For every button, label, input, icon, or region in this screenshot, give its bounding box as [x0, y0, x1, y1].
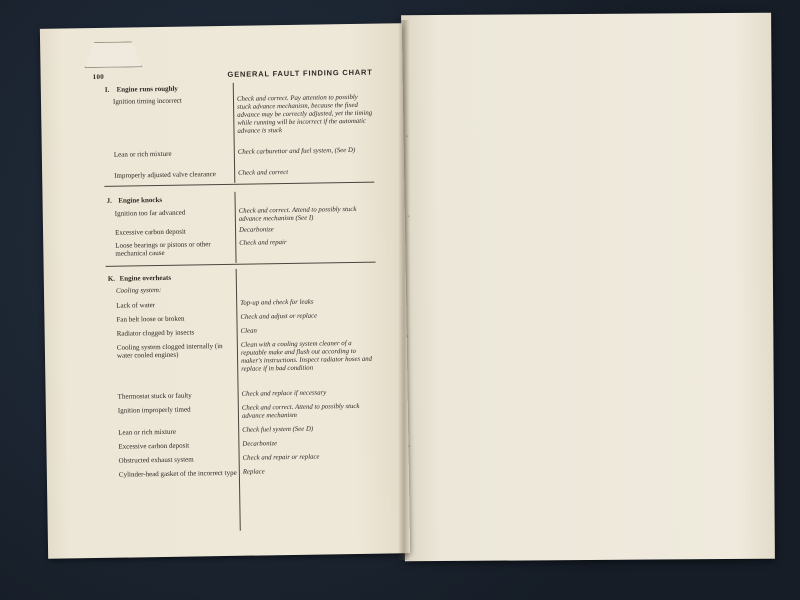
fault-cause: Loose bearings or pistons or other mechanical cause [115, 240, 211, 259]
fault-remedy: Clean with a cooling system cleaner of a reputable make and flush out according to maker's instructions. Inspect radiator hoses and replace if in bad condition [240, 340, 373, 373]
left-page [40, 23, 410, 559]
fault-cause: Thermostat stuck or faulty [117, 391, 192, 401]
fault-remedy: Clean [240, 327, 257, 335]
book-gutter [398, 20, 410, 560]
section-separator [106, 262, 376, 267]
section-title: Engine overheats [119, 273, 172, 283]
section-letter: K. [107, 274, 116, 283]
section-letter: I. [104, 85, 110, 94]
section-letter: J. [106, 196, 112, 205]
fault-remedy: Check fuel system (See D) [242, 425, 314, 434]
section-heading-j [107, 196, 163, 205]
fault-cause: Excessive carbon deposit [115, 227, 186, 237]
fault-remedy: Replace [242, 468, 265, 476]
fault-remedy: Decarbonize [238, 226, 274, 234]
section-separator [104, 182, 374, 187]
fault-cause: Ignition timing incorrect [112, 96, 182, 106]
fault-cause: Lean or rich mixture [113, 149, 172, 159]
fault-cause: Fan belt loose or broken [116, 314, 185, 324]
page-number: 100 [92, 72, 105, 82]
section-title: Engine knocks [118, 195, 163, 205]
column-divider [234, 192, 236, 263]
fault-remedy: Check and replace if necessary [241, 389, 327, 398]
column-divider [236, 269, 241, 531]
fault-cause: Ignition too far advanced [114, 208, 186, 218]
fault-remedy: Decarbonize [242, 440, 278, 448]
section-subheading: Cooling system: [115, 286, 162, 295]
right-page-blank [401, 13, 775, 562]
fault-remedy: Check and correct. Pay attention to possibly stuck advance mechanism, because the fixed advance may be correctly adjusted, yet the timing while running will be incorrect if the automatic advance is stuck [236, 93, 373, 135]
fault-remedy: Check and repair [239, 239, 287, 247]
column-divider [233, 83, 236, 183]
fault-cause: Radiator clogged by insects [116, 328, 195, 338]
fault-remedy: Check and repair or replace [242, 453, 320, 462]
page-title: GENERAL FAULT FINDING CHART [227, 67, 373, 79]
fault-cause: Lack of water [116, 301, 156, 310]
fault-remedy: Check carburettor and fuel system, (See D) [237, 146, 356, 156]
section-heading-i [105, 85, 178, 94]
fault-chart [40, 23, 410, 559]
fault-remedy: Check and correct. Attend to possibly stuck advance mechanism (See I) [238, 205, 357, 223]
fault-cause: Obstructed exhaust system [118, 455, 194, 465]
fault-remedy: Check and adjust or replace [240, 312, 318, 321]
fault-cause: Improperly adjusted valve clearance [114, 170, 216, 180]
fault-cause: Cooling system clogged internally (in water cooled engines) [116, 342, 223, 361]
fault-remedy: Top-up and check for leaks [240, 298, 314, 307]
fault-cause: Excessive carbon deposit [118, 441, 190, 451]
fault-remedy: Check and correct [238, 168, 289, 177]
fault-cause: Ignition improperly timed [117, 405, 191, 415]
fault-cause: Cylinder-head gasket of the incorrect type [118, 468, 237, 479]
fault-cause: Lean or rich mixture [118, 427, 177, 437]
section-heading-k [108, 274, 171, 283]
section-title: Engine runs roughly [116, 84, 178, 94]
fault-remedy: Check and correct. Attend to possibly stuck advance mechanism [241, 402, 360, 420]
